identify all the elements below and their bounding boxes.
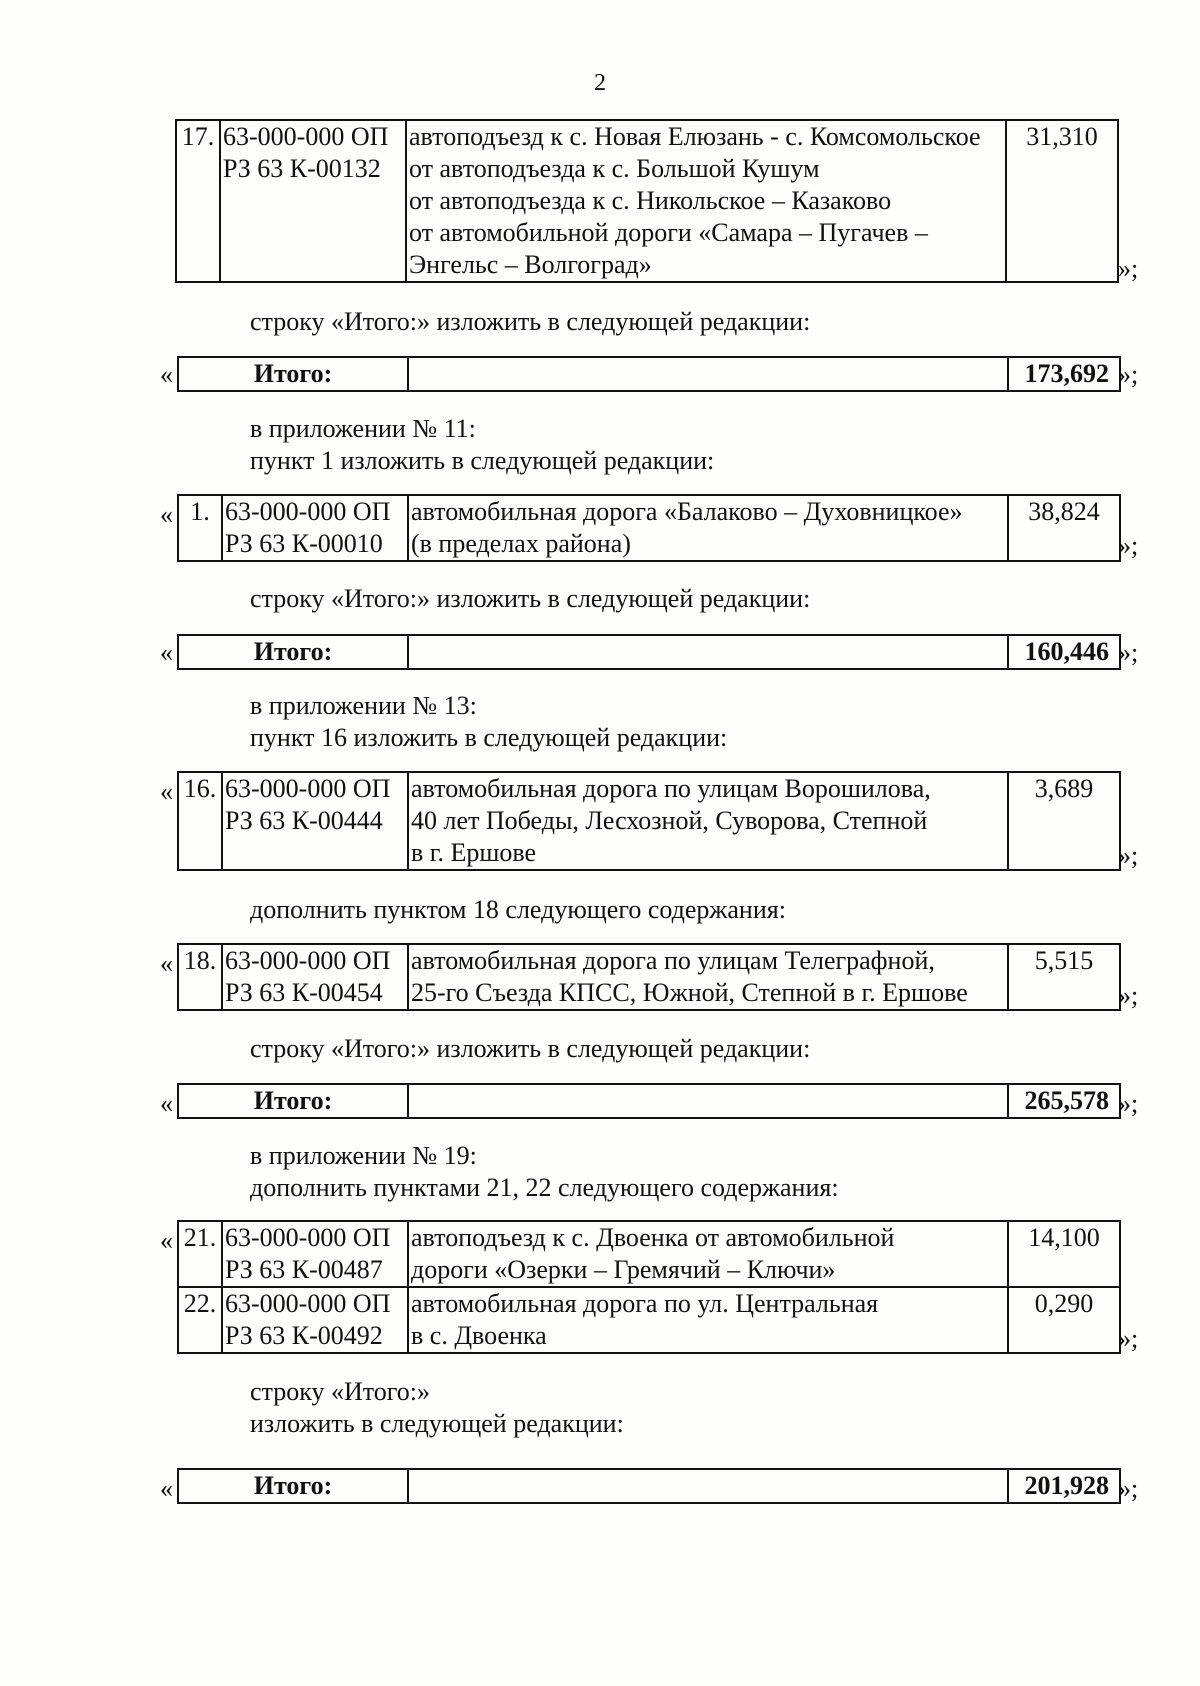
road-description-cell: [408, 495, 1008, 561]
total-label: Итого:: [178, 1084, 408, 1118]
road-id-line: РЗ 63 К-00487: [225, 1255, 383, 1284]
item-number: 22.: [178, 1287, 222, 1353]
table-item-1: [177, 494, 1121, 562]
close-quote: »;: [1118, 360, 1139, 389]
total-empty-cell: [408, 357, 1008, 391]
road-description-cell: [408, 944, 1008, 1010]
open-quote: «: [160, 1089, 173, 1118]
total-row: [177, 1083, 1121, 1119]
road-length: 5,515: [1008, 944, 1120, 1010]
road-id-line: РЗ 63 К-00454: [225, 978, 383, 1007]
open-quote: «: [160, 500, 173, 529]
total-empty-cell: [408, 1469, 1008, 1503]
road-description-cell: [408, 772, 1008, 870]
road-id-line: 63-000-000 ОП: [225, 497, 391, 526]
data-table: [177, 1468, 1121, 1504]
road-description-line: автомобильная дорога по улицам Ворошилова,: [411, 774, 931, 803]
road-id-cell: [220, 120, 406, 282]
close-quote: »;: [1118, 1324, 1139, 1353]
road-description-line: автомобильная дорога «Балаково – Духовницкое»: [411, 497, 963, 526]
paragraph-line: изложить в следующей редакции:: [250, 1409, 624, 1438]
data-table: [177, 1083, 1121, 1119]
open-quote: «: [160, 1226, 173, 1255]
amendment-paragraph: [250, 1033, 810, 1065]
total-label: Итого:: [178, 635, 408, 669]
data-table: [177, 356, 1121, 392]
paragraph-line: пункт 16 изложить в следующей редакции:: [250, 723, 728, 752]
road-description-line: (в пределах района): [411, 529, 631, 558]
item-number: 1.: [178, 495, 222, 561]
road-description-line: Энгельс – Волгоград»: [409, 250, 652, 279]
data-table: [177, 634, 1121, 670]
open-quote: «: [160, 777, 173, 806]
road-id-line: РЗ 63 К-00132: [223, 154, 381, 183]
road-id-cell: [222, 772, 408, 870]
road-description-line: 25-го Съезда КПСС, Южной, Степной в г. Ершове: [411, 978, 968, 1007]
table-row: [178, 635, 1120, 669]
road-id-line: 63-000-000 ОП: [225, 1289, 391, 1318]
paragraph-line: в приложении № 13:: [250, 691, 477, 720]
paragraph-line: дополнить пунктами 21, 22 следующего содержания:: [250, 1173, 839, 1202]
close-quote: »;: [1118, 1089, 1139, 1118]
road-id-cell: [222, 495, 408, 561]
open-quote: «: [160, 949, 173, 978]
road-description-line: в с. Двоенка: [411, 1321, 547, 1350]
road-description-line: автомобильная дорога по улицам Телеграфной,: [411, 946, 935, 975]
total-label: Итого:: [178, 1469, 408, 1503]
data-table: [177, 494, 1121, 562]
amendment-paragraph: [250, 1140, 839, 1204]
road-id-line: РЗ 63 К-00444: [225, 806, 383, 835]
amendment-paragraph: [250, 583, 810, 615]
paragraph-line: в приложении № 19:: [250, 1141, 477, 1170]
open-quote: «: [160, 1474, 173, 1503]
road-description-line: автомобильная дорога по ул. Центральная: [411, 1289, 879, 1318]
close-quote: »;: [1118, 531, 1139, 560]
road-length: 0,290: [1008, 1287, 1120, 1353]
total-empty-cell: [408, 635, 1008, 669]
item-number: 17.: [176, 120, 220, 282]
table-row: [178, 1221, 1120, 1287]
amendment-paragraph: [250, 413, 714, 477]
paragraph-line: строку «Итого:»: [250, 1377, 431, 1406]
close-quote: »;: [1118, 1474, 1139, 1503]
amendment-paragraph: [250, 894, 786, 926]
paragraph-line: в приложении № 11:: [250, 414, 476, 443]
close-quote: »;: [1118, 981, 1139, 1010]
table-items-21-22: [177, 1220, 1121, 1354]
paragraph-line: строку «Итого:» изложить в следующей редакции:: [250, 307, 811, 336]
table-row: [178, 1469, 1120, 1503]
table-row: [178, 944, 1120, 1010]
paragraph-line: дополнить пунктом 18 следующего содержания:: [250, 895, 786, 924]
table-row: [178, 1287, 1120, 1353]
total-value: 201,928: [1008, 1469, 1120, 1503]
road-length: 38,824: [1008, 495, 1120, 561]
road-id-line: РЗ 63 К-00010: [225, 529, 383, 558]
paragraph-line: строку «Итого:» изложить в следующей редакции:: [250, 584, 811, 613]
open-quote: «: [160, 638, 173, 667]
road-description-line: от автоподъезда к с. Большой Кушум: [409, 154, 820, 183]
road-description-cell: [408, 1287, 1008, 1353]
road-description-cell: [406, 120, 1006, 282]
table-row: [178, 357, 1120, 391]
road-id-line: РЗ 63 К-00492: [225, 1321, 383, 1350]
road-description-line: от автоподъезда к с. Никольское – Казаково: [409, 186, 892, 215]
total-row: [177, 634, 1121, 670]
open-quote: «: [160, 360, 173, 389]
road-length: 14,100: [1008, 1221, 1120, 1287]
data-table: [177, 771, 1121, 871]
data-table: [175, 119, 1119, 283]
road-description-line: 40 лет Победы, Лесхозной, Суворова, Степной: [411, 806, 928, 835]
table-row: [178, 1084, 1120, 1118]
item-number: 18.: [178, 944, 222, 1010]
amendment-paragraph: [250, 1376, 624, 1440]
close-quote: »;: [1118, 254, 1139, 283]
total-value: 265,578: [1008, 1084, 1120, 1118]
total-empty-cell: [408, 1084, 1008, 1118]
road-description-line: в г. Ершове: [411, 838, 537, 867]
road-id-cell: [222, 1221, 408, 1287]
paragraph-line: пункт 1 изложить в следующей редакции:: [250, 446, 715, 475]
page-number: 2: [594, 70, 606, 96]
total-value: 173,692: [1008, 357, 1120, 391]
close-quote: »;: [1118, 638, 1139, 667]
data-table: [177, 943, 1121, 1011]
road-id-line: 63-000-000 ОП: [223, 122, 389, 151]
road-length: 31,310: [1006, 120, 1118, 282]
data-table: [177, 1220, 1121, 1354]
road-id-cell: [222, 1287, 408, 1353]
amendment-paragraph: [250, 690, 727, 754]
road-description-line: автоподъезд к с. Новая Елюзань - с. Комсомольское: [409, 122, 981, 151]
total-value: 160,446: [1008, 635, 1120, 669]
road-id-line: 63-000-000 ОП: [225, 1223, 391, 1252]
amendment-paragraph: [250, 306, 810, 338]
road-description-cell: [408, 1221, 1008, 1287]
table-row: [178, 772, 1120, 870]
road-length: 3,689: [1008, 772, 1120, 870]
total-label: Итого:: [178, 357, 408, 391]
road-id-line: 63-000-000 ОП: [225, 946, 391, 975]
table-row: [178, 495, 1120, 561]
total-row: [177, 1468, 1121, 1504]
table-row: [176, 120, 1118, 282]
road-description-line: от автомобильной дороги «Самара – Пугачев –: [409, 218, 928, 247]
item-number: 21.: [178, 1221, 222, 1287]
close-quote: »;: [1118, 841, 1139, 870]
paragraph-line: строку «Итого:» изложить в следующей редакции:: [250, 1034, 811, 1063]
road-description-line: дороги «Озерки – Гремячий – Ключи»: [411, 1255, 836, 1284]
total-row: [177, 356, 1121, 392]
table-item-17: [175, 119, 1119, 283]
item-number: 16.: [178, 772, 222, 870]
road-id-line: 63-000-000 ОП: [225, 774, 391, 803]
road-id-cell: [222, 944, 408, 1010]
table-item-16: [177, 771, 1121, 871]
road-description-line: автоподъезд к с. Двоенка от автомобильной: [411, 1223, 895, 1252]
table-item-18: [177, 943, 1121, 1011]
